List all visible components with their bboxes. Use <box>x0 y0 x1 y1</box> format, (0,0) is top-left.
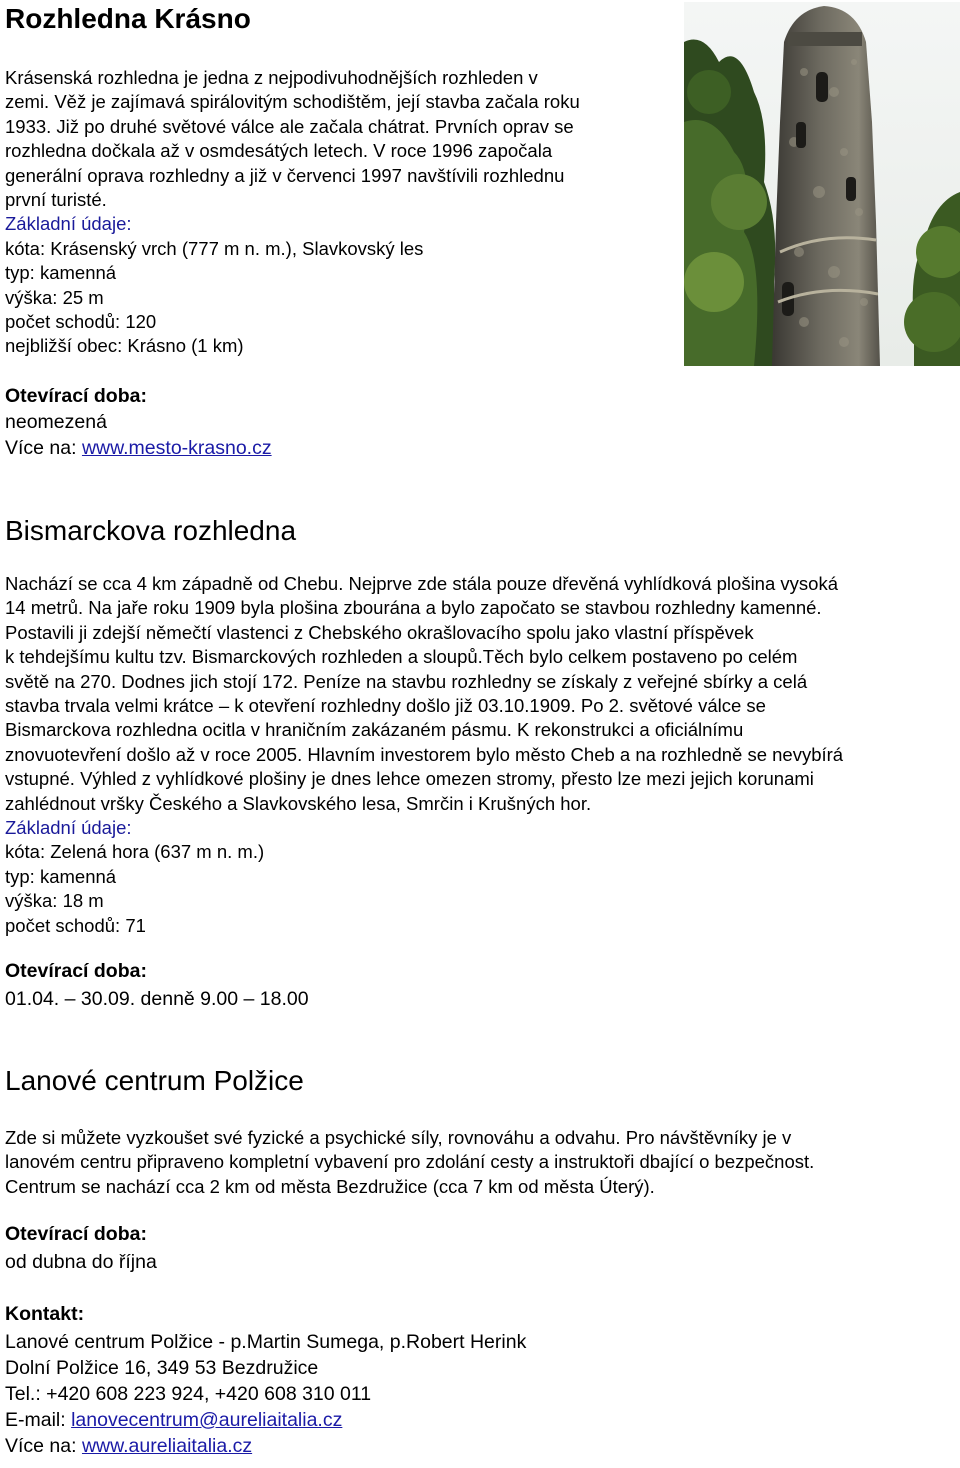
bismarck-hours <box>5 959 309 1011</box>
krasno-more <box>5 436 272 460</box>
bismarck-fact: typ: kamenná <box>5 865 117 887</box>
krasno-intro-line: rozhledna dočkala až v osmdesátých letech. V roce 1996 započala <box>5 140 553 162</box>
polzice-text <box>5 1126 960 1199</box>
krasno-basic-label: Základní údaje: <box>5 213 132 235</box>
bismarck-fact: kóta: Zelená hora (637 m n. m.) <box>5 841 265 863</box>
krasno-hours <box>5 384 272 460</box>
polzice-contact-label: Kontakt: <box>5 1303 85 1325</box>
polzice-contact <box>5 1302 526 1459</box>
polzice-contact-line: Dolní Polžice 16, 349 53 Bezdružice <box>5 1357 319 1379</box>
bismarck-text-line: Nachází se cca 4 km západně od Chebu. Nejprve zde stála pouze dřevěná vyhlídková plošina vysoká <box>5 573 838 594</box>
krasno-title: Rozhledna Krásno <box>5 3 251 34</box>
section-krasno <box>5 2 251 36</box>
bismarck-text-line: Bismarckova rozhledna ocitla v hraničním zakázaném pásmu. K rekonstrukci a oficiálnímu <box>5 719 744 741</box>
tower-photo <box>684 2 960 366</box>
polzice-more <box>5 1433 526 1459</box>
bismarck-text-line: Postavili ji zdejší němečtí vlastenci z Chebského okrašlovacího spolu jako vlastní příspěvek <box>5 621 754 643</box>
krasno-intro <box>5 66 675 359</box>
bismarck-hours-label: Otevírací doba: <box>5 960 147 982</box>
bismarck-hours-value: 01.04. – 30.09. denně 9.00 – 18.00 <box>5 988 309 1010</box>
bismarck-text-line: k tehdejšímu kultu tzv. Bismarckových rozhleden a sloupů.Těch bylo celkem postaveno po celém <box>5 646 798 668</box>
polzice-hours-label: Otevírací doba: <box>5 1223 147 1245</box>
krasno-intro-line: generální oprava rozhledny a již v červenci 1997 navštívili rozhlednu <box>5 164 565 186</box>
polzice-contact-line: Tel.: +420 608 223 924, +420 608 310 011 <box>5 1383 372 1405</box>
polzice-email <box>5 1407 526 1433</box>
krasno-intro-line: 1933. Již po druhé světové válce ale začala chátrat. Prvních oprav se <box>5 115 574 137</box>
bismarck-text-line: 14 metrů. Na jaře roku 1909 byla plošina zbourána a bylo započato se stavbou rozhledny kamenné. <box>5 597 822 619</box>
krasno-fact: výška: 25 m <box>5 286 104 308</box>
bismarck-text-line: znovuotevření došlo až v roce 2005. Hlavním investorem bylo město Cheb a na rozhledně se nevybírá <box>5 743 844 765</box>
bismarck-text-line: světě na 270. Dodnes jich stojí 172. Peníze na stavbu rozhledny se získaly z veřejné sbírky a celá <box>5 670 808 692</box>
polzice-hours-value: od dubna do října <box>5 1251 157 1273</box>
bismarck-basic-label: Základní údaje: <box>5 817 132 839</box>
section-bismarck <box>5 514 296 548</box>
krasno-hours-label: Otevírací doba: <box>5 385 147 407</box>
polzice-contact-line: Lanové centrum Polžice - p.Martin Sumega, p.Robert Herink <box>5 1331 527 1353</box>
bismarck-fact: počet schodů: 71 <box>5 914 146 936</box>
polzice-text-line: Zde si můžete vyzkoušet své fyzické a psychické síly, rovnováhu a odvahu. Pro návštěvníky je v <box>5 1127 792 1148</box>
polzice-more-prefix: Více na: <box>5 1435 82 1457</box>
krasno-fact: počet schodů: 120 <box>5 311 157 333</box>
bismarck-text-line: vstupné. Výhled z vyhlídkové plošiny je dnes lehce omezen stromy, přesto lze mezi jejich korunami <box>5 768 814 790</box>
polzice-text-line: Centrum se nachází cca 2 km od města Bezdružice (cca 7 km od města Úterý). <box>5 1175 655 1197</box>
bismarck-fact: výška: 18 m <box>5 890 104 912</box>
polzice-hours <box>5 1222 157 1274</box>
bismarck-title: Bismarckova rozhledna <box>5 515 297 546</box>
polzice-email-link[interactable]: lanovecentrum@aureliaitalia.cz <box>71 1409 343 1431</box>
bismarck-text-line: stavba trvala velmi krátce – k otevření rozhledny došlo již 03.10.1909. Po 2. světové válce se <box>5 695 766 717</box>
section-polzice <box>5 1064 304 1098</box>
krasno-more-prefix: Více na: <box>5 437 82 459</box>
bismarck-text-line: zahlédnout vršky Českého a Slavkovského lesa, Smrčin i Krušných hor. <box>5 792 592 814</box>
polzice-email-prefix: E-mail: <box>5 1409 72 1431</box>
krasno-hours-value: neomezená <box>5 411 107 433</box>
polzice-text-line: lanovém centru připraveno kompletní vybavení pro zdolání cesty a instruktoři dbající o bezpečnost. <box>5 1151 815 1173</box>
krasno-intro-line: Krásenská rozhledna je jedna z nejpodivuhodnějších rozhleden v <box>5 67 538 88</box>
bismarck-text <box>5 572 960 938</box>
krasno-fact: kóta: Krásenský vrch (777 m n. m.), Slavkovský les <box>5 237 424 259</box>
krasno-intro-line: první turisté. <box>5 189 107 211</box>
krasno-fact: nejbližší obec: Krásno (1 km) <box>5 335 244 357</box>
krasno-fact: typ: kamenná <box>5 262 117 284</box>
polzice-title: Lanové centrum Polžice <box>5 1065 304 1096</box>
krasno-website-link[interactable]: www.mesto-krasno.cz <box>81 437 272 459</box>
krasno-intro-line: zemi. Věž je zajímavá spirálovitým schodištěm, její stavba začala roku <box>5 91 580 113</box>
polzice-website-link[interactable]: www.aureliaitalia.cz <box>81 1435 253 1457</box>
tower-image <box>684 2 960 366</box>
